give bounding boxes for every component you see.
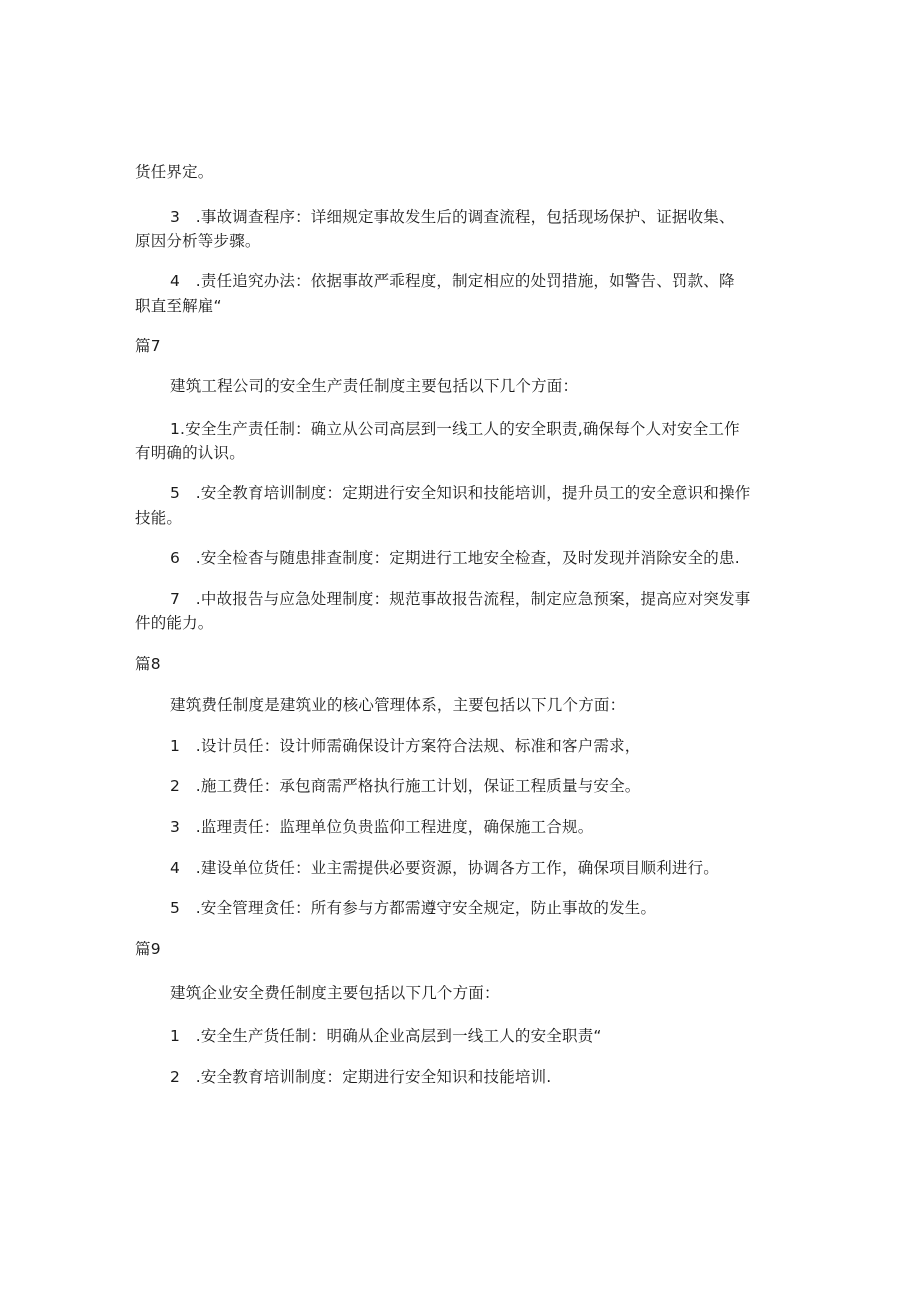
list-item-line: 6 .安全检杳与随患排查制度：定期进行工地安全检查，及时发现并消除安全的患. (170, 549, 740, 567)
intro-paragraph: 建筑工程公司的安全生产责任制度主要包括以下几个方面： (170, 377, 579, 395)
list-item-line: 1.安全生产责任制：确立从公司高层到一线工人的安全职责,确保每个人对安全工作 (170, 420, 740, 438)
list-item-line: 5 .安全教育培训制度：定期进行安全知识和技能培训，提升员工的安全意识和操作 (170, 484, 751, 502)
section-heading: 篇9 (135, 940, 161, 958)
list-item-line: 7 .中故报告与应急处理制度：规范事故报告流程，制定应急预案，提高应对突发事 (170, 590, 751, 608)
paragraph-line: 有明确的认识。 (135, 444, 245, 462)
list-item-line: 2 .安全教育培训制度：定期进行安全知识和技能培训. (170, 1068, 552, 1086)
list-item-line: 4 .责任追究办法：依据事故严乖程度，制定相应的处罚措施，如警告、罚款、降 (170, 272, 735, 290)
list-item-line: 2 .施工费任：承包商需严格执行施工计划，保证工程质量与安全。 (170, 777, 641, 795)
paragraph-line: 职直至解雇“ (135, 297, 222, 315)
paragraph-line: 货任界定。 (135, 163, 214, 181)
intro-paragraph: 建筑企业安全费任制度主要包括以下几个方面： (170, 984, 500, 1002)
paragraph-line: 件的能力。 (135, 614, 214, 632)
list-item-line: 4 .建设单位货任：业主需提供必要资源，协调各方工作，确保项目顺利进行。 (170, 859, 719, 877)
list-item-line: 3 .监理责任：监理单位负贵监仰工程进度，确保施工合规。 (170, 818, 594, 836)
intro-paragraph: 建筑费任制度是建筑业的核心管理体系，主要包括以下几个方面： (170, 696, 626, 714)
paragraph-line: 原因分析等步骤。 (135, 232, 261, 250)
list-item-line: 1 .安全生产货任制：明确从企业高层到一线工人的安全职责“ (170, 1027, 602, 1045)
section-heading: 篇7 (135, 337, 161, 355)
paragraph-line: 技能。 (135, 509, 183, 527)
list-item-line: 5 .安全管理贪任：所有参与方都需遵守安全规定，防止事故的发生。 (170, 899, 657, 917)
list-item-line: 1 .设计员任：设计师需确保设计方案符合法规、标准和客户需求， (170, 737, 641, 755)
section-heading: 篇8 (135, 655, 161, 673)
list-item-line: 3 .事故调查程序：详细规定事故发生后的调查流程，包括现场保护、证据收集、 (170, 208, 735, 226)
